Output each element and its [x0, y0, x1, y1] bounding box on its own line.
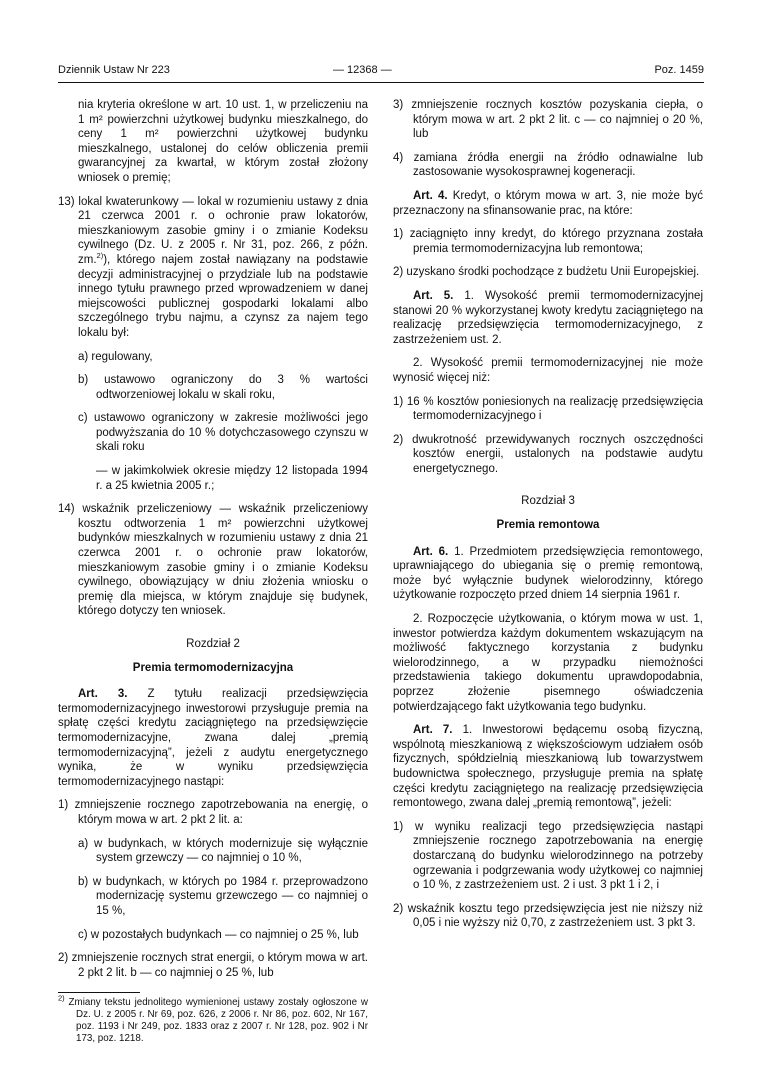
item-12-continuation: nia kryteria określone w art. 10 ust. 1, w przeliczeniu na 1 m² powierzchni użytkowej budynku mieszkalnego, do ceny 1 m² powierzchni użytkowej budynku mieszkalnego, ustalonej do celów obliczenia premii gwarancyjnej za kwartał, w którym został złożony wniosek o premię;	[78, 99, 368, 184]
art-7-text: 1. Inwestorowi będącemu osobą fizyczną, wspólnotą mieszkaniową z większościowym udziałem osób fizycznych, spółdzielnią mieszkaniową lub towarzystwem budownictwa społecznego, przysługuje premia na spłatę części kredytu zaciągniętego na realizację przedsięwzięcia remontowego, zwana dalej „premią remontową”, jeżeli:	[393, 724, 703, 810]
footnote-ref: 2)	[96, 251, 104, 261]
art-3-label: Art. 3.	[78, 688, 128, 701]
right-column	[393, 98, 703, 931]
art-4-point-1: 1) zaciągnięto inny kredyt, do którego przyznana została premia termomodernizacyjna lub remontowa;	[393, 228, 703, 255]
art-6-ust-2: 2. Rozpoczęcie użytkowania, o którym mowa w ust. 1, inwestor potwierdza każdym dokumentem wskazującym na możliwość faktycznego korzystania z budynku wielorodzinnego, a w przypadku niemożności przedstawienia takiego dokumentu uprawdopodabnia, poprzez złożenie pisemnego oświadczenia potwierdzającego fakt użytkowania tego budynku.	[393, 613, 703, 713]
item-13-text-a: 13) lokal kwaterunkowy — lokal w rozumieniu ustawy z dnia 21 czerwca 2001 r. o ochronie praw lokatorów, mieszkaniowym zasobie gminy i o zmianie Kodeksu cywilnego (Dz. U. z 2005 r. Nr 31, poz. 266, z późn. zm.	[58, 195, 368, 266]
art-3-point-1-c: c) w pozostałych budynkach — co najmniej o 25 %, lub	[78, 928, 359, 941]
running-header	[58, 63, 704, 81]
art-7-label: Art. 7.	[413, 724, 453, 737]
page-number: — 12368 —	[333, 64, 392, 76]
art-3-point-4: 4) zamiana źródła energii na źródło odnawialne lub zastosowanie wysokosprawnej kogeneracji.	[393, 151, 703, 179]
art-5-point-1: 1) 16 % kosztów poniesionych na realizację przedsięwzięcia termomodernizacyjnego i	[393, 395, 703, 423]
chapter-3-number: Rozdział 3	[521, 495, 575, 508]
art-7-point-2: 2) wskaźnik kosztu tego przedsięwzięcia jest nie niższy niż 0,05 i nie wyższy niż 0,70, z zastrzeżeniem ust. 3 pkt 3.	[393, 902, 703, 930]
art-5-ust-2: 2. Wysokość premii termomodernizacyjnej nie może wynosić więcej niż:	[393, 357, 703, 384]
footnote-text: Zmiany tekstu jednolitego wymienionej ustawy zostały ogłoszone w Dz. U. z 2005 r. Nr 69, poz. 626, z 2006 r. Nr 86, poz. 602, Nr 167, poz. 1193 i Nr 249, poz. 1833 oraz z 2007 r. Nr 128, poz. 902 i Nr 173, poz. 1218.	[64, 997, 368, 1044]
item-13-text-b: ), którego najem został nawiązany na podstawie decyzji administracyjnej o przydziale lub na podstawie innego tytułu prawnego przed wprowadzeniem w danej miejscowości publicznej gospodarki lokalami albo szczególnego trybu najmu, a czynsz za najem tego lokalu był:	[78, 253, 368, 339]
item-13-a: a) regulowany,	[78, 350, 153, 363]
art-3-point-1-b: b) w budynkach, w których po 1984 r. przeprowadzono modernizację systemu grzewczego — co najmniej o 15 %,	[78, 875, 368, 917]
art-7-point-1: 1) w wyniku realizacji tego przedsięwzięcia nastąpi zmniejszenie rocznego zapotrzebowania na energię dostarczaną do budynku wielorodzinnego na potrzeby ogrzewania i podgrzewania wody użytkowej co najmniej o 10 %, z zastrzeżeniem ust. 2 i ust. 3 pkt 1 i 2, i	[393, 820, 703, 892]
footnote	[58, 994, 368, 1044]
item-13-tail: — w jakimkolwiek okresie między 12 listopada 1994 r. a 25 kwietnia 2005 r.;	[96, 465, 368, 492]
header-rule	[58, 82, 704, 83]
item-13-b: b) ustawowo ograniczony do 3 % wartości odtworzeniowej lokalu w skali roku,	[78, 374, 368, 401]
art-5-intro	[393, 289, 703, 347]
art-5-point-2: 2) dwukrotność przewidywanych rocznych oszczędności kosztów energii, ustalonych na podstawie audytu energetycznego.	[393, 433, 703, 475]
footnote-mark: 2)	[58, 994, 65, 1004]
art-5-label: Art. 5.	[413, 289, 454, 302]
item-13-c: c) ustawowo ograniczony w zakresie możliwości jego podwyższania do 10 % dotychczasowego czynszu w skali roku	[78, 412, 368, 454]
art-6-text: 1. Przedmiotem przedsięwzięcia remontowego, uprawniającego do ubiegania się o premię remontową, może być wyłącznie budynek wielorodzinny, którego użytkowanie rozpoczęto przed dniem 14 sierpnia 1961 r.	[393, 545, 703, 602]
journal-title: Dziennik Ustaw Nr 223	[58, 64, 170, 76]
art-4-label: Art. 4.	[413, 189, 448, 202]
art-3-point-2: 2) zmniejszenie rocznych strat energii, o którym mowa w art. 2 pkt 2 lit. b — co najmniej o 25 %, lub	[58, 952, 368, 979]
item-13	[58, 195, 368, 341]
art-3-point-3: 3) zmniejszenie rocznych kosztów pozyskania ciepła, o którym mowa w art. 2 pkt 2 lit. c — co najmniej o 20 %, lub	[393, 99, 703, 141]
art-4-intro	[393, 189, 703, 218]
art-7-intro	[393, 723, 703, 811]
art-5-text: 1. Wysokość premii termomodernizacyjnej stanowi 20 % wykorzystanej kwoty kredytu zaciągniętego na realizację przedsięwzięcia termomodernizacyjnego, z zastrzeżeniem ust. 2.	[393, 289, 704, 346]
item-14: 14) wskaźnik przeliczeniowy — wskaźnik przeliczeniowy kosztu odtworzenia 1 m² powierzchni użytkowej budynków mieszkalnych w rozumieniu ustawy z dnia 21 czerwca 2001 r. o ochronie praw lokatorów, mieszkaniowym zasobie gminy i o zmianie Kodeksu cywilnego, obowiązujący w dniu złożenia wniosku o premię dla miejsca, w którym znajduje się budynek, którego dotyczy ten wniosek.	[58, 503, 368, 618]
art-3-text: Z tytułu realizacji przedsięwzięcia termomodernizacyjnego inwestorowi przysługuje premia na spłatę części kredytu zaciągniętego na przedsięwzięcie termomodernizacyjne, zwana dalej „premią termomodernizacyjną”, jeżeli z audytu energetycznego wynika, że w wyniku przedsięwzięcia termomodernizacyjnego nastąpi:	[58, 688, 369, 788]
art-4-text: Kredyt, o którym mowa w art. 3, nie może być przeznaczony na sfinansowanie prac, na które:	[393, 189, 703, 217]
chapter-2-number: Rozdział 2	[186, 638, 240, 650]
art-3-intro	[58, 687, 368, 789]
art-3-point-1-a: a) w budynkach, w których modernizuje się wyłącznie system grzewczy — co najmniej o 10 %,	[78, 837, 368, 865]
chapter-3-title: Premia remontowa	[496, 519, 600, 532]
art-3-point-1: 1) zmniejszenie rocznego zapotrzebowania na energię, o którym mowa w art. 2 pkt 2 lit. a:	[58, 799, 368, 826]
art-6-label: Art. 6.	[413, 545, 449, 558]
art-6-intro	[393, 545, 703, 603]
chapter-2-title: Premia termomodernizacyjna	[132, 661, 294, 674]
left-column	[58, 98, 368, 1044]
position-number: Poz. 1459	[654, 64, 704, 76]
footnote-rule	[58, 992, 140, 993]
art-4-point-2: 2) uzyskano środki pochodzące z budżetu Unii Europejskiej.	[393, 266, 700, 279]
